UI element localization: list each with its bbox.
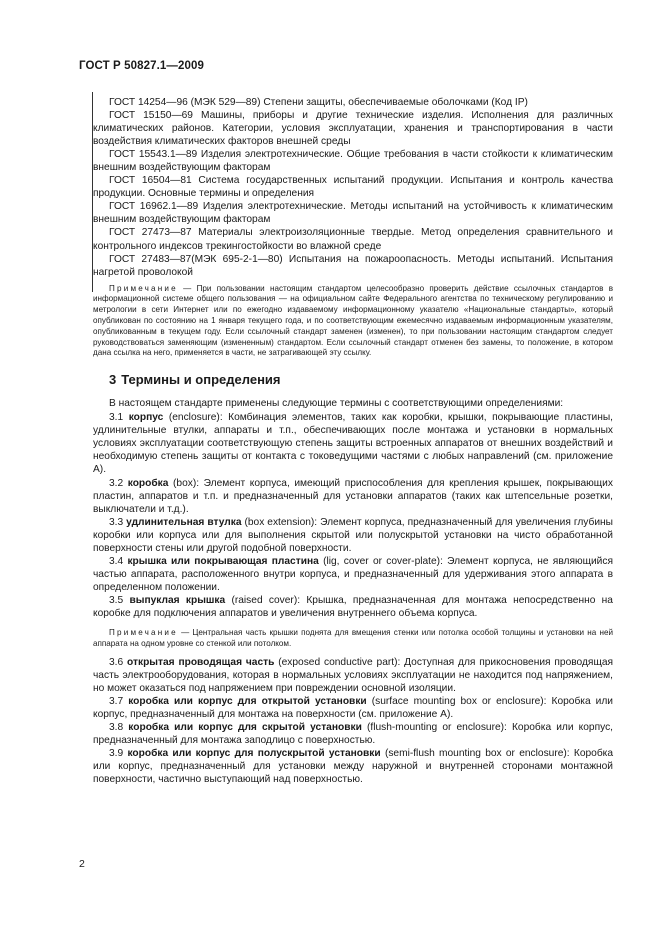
term-text: (raised cover): Крышка, предназначенная для монтажа непосредственно на коробке для подключения аппаратов и увеличения внутреннего объема корпуса. <box>93 594 613 619</box>
term-number: 3.2 <box>109 477 124 489</box>
term-text: (lig, cover or cover-plate): Элемент корпуса, не являющийся частью аппарата, расположенного внутри корпуса, и предназначенный для удерживания этого аппарата в определенном положении. <box>93 555 613 593</box>
term-number: 3.7 <box>109 695 124 707</box>
term-number: 3.1 <box>109 412 124 424</box>
term-number: 3.4 <box>109 555 124 567</box>
term-name: коробка или корпус для скрытой установки <box>128 721 362 733</box>
term-definition <box>93 656 613 695</box>
term-text: (exposed conductive part): Доступная для прикосновения проводящая часть электрооборудования, которая в нормальных условиях эксплуатации не находится под напряжением, но может оказаться под напряжением при повреждении основной изоляции. <box>93 656 614 694</box>
note-references <box>93 284 613 360</box>
section-intro: В настоящем стандарте применены следующие термины с соответствующими определениями: <box>109 398 564 410</box>
term-name: коробка или корпус для полускрытой установки <box>127 747 381 759</box>
term-number: 3.9 <box>109 747 124 759</box>
term-number: 3.3 <box>109 516 124 528</box>
term-text: (box): Элемент корпуса, имеющий приспособления для крепления крышек, покрывающих пластин, аппаратов и т.п. и предназначенный для установки аппаратов (таких как штепсельные розетки, выключатели и т.д.). <box>93 477 613 515</box>
page-number: 2 <box>79 858 85 870</box>
term-text: (flush-mounting or enclosure): Коробка или корпус, предназначенный для монтажа заподлицо с поверхностью. <box>93 721 613 746</box>
term-definition <box>93 555 613 594</box>
term-definition <box>93 411 613 476</box>
reference-item: ГОСТ 16962.1—89 Изделия электротехнические. Методы испытаний на устойчивость к климатическим внешним воздействующим факторам <box>93 201 613 226</box>
term-definition <box>93 477 613 516</box>
term-text: (surface mounting box or enclosure): Коробка или корпус, предназначенный для монтажа на поверхности (см. приложение А). <box>93 695 613 720</box>
term-name: удлинительная втулка <box>126 516 242 528</box>
reference-item: ГОСТ 27473—87 Материалы электроизоляционные твердые. Метод определения сравнительного и контрольного индексов трекингостойкости во влажной среде <box>93 227 613 252</box>
term-name: корпус <box>128 412 164 424</box>
term-name: открытая проводящая часть <box>127 656 275 668</box>
note-text: — При пользовании настоящим стандартом целесообразно проверить действие ссылочных стандартов в информационной системе общего пользования — на официальном сайте Федерального агентства по техническому регулированию и метрологии в сети Интернет или по ежегодно издаваемому информационному указателю «Национальные стандарты», который опубликован по состоянию на 1 января текущего года, и по соответствующим ежемесячно издаваемым информационным указателям, опубликованным в текущем году. Если ссылочный стандарт заменен (изменен), то при пользовании настоящим стандартом следует руководствоваться заменяющим (измененным) стандартом. Если ссылочный стандарт отменен без замены, то положение, в котором дана ссылка на него, применяется в части, не затрагивающей эту ссылку. <box>93 283 613 358</box>
reference-item: ГОСТ 15150—69 Машины, приборы и другие технические изделия. Исполнения для различных климатических районов. Категории, условия эксплуатации, хранения и транспортирования в части воздействия климатических факторов внешней среды <box>93 110 613 148</box>
term-name: крышка или покрывающая пластина <box>127 555 319 567</box>
term-number: 3.8 <box>109 721 124 733</box>
term-text: (box extension): Элемент корпуса, предназначенный для увеличения глубины коробки или корпуса или для выполнения скрытой или полускрытой установки на чисто обработанной поверхности стены или другой подобной поверхности. <box>93 516 613 554</box>
note-raised-cover <box>93 628 613 650</box>
term-definition <box>93 747 613 786</box>
term-definition <box>93 695 613 721</box>
section-heading <box>109 372 613 388</box>
term-number: 3.6 <box>109 656 124 668</box>
note-text: — Центральная часть крышки поднята для вмещения стенки или потолка особой толщины и установки на ней аппарата на одном уровне со стенкой или потолком. <box>93 628 613 648</box>
reference-item: ГОСТ 14254—96 (МЭК 529—89) Степени защиты, обеспечиваемые оболочками (Код IP) <box>109 97 528 108</box>
document-body <box>93 96 613 786</box>
term-name: коробка <box>127 477 169 489</box>
note-label: Примечание <box>109 628 178 638</box>
references-list <box>93 96 613 279</box>
term-definition <box>93 594 613 620</box>
term-definition <box>93 516 613 555</box>
reference-item: ГОСТ 16504—81 Система государственных испытаний продукции. Испытания и контроль качества продукции. Основные термины и определения <box>93 175 613 200</box>
reference-item: ГОСТ 27483—87(МЭК 695-2-1—80) Испытания на пожароопасность. Методы испытаний. Испытания нагретой проволокой <box>93 253 613 278</box>
term-number: 3.5 <box>109 594 124 606</box>
reference-item: ГОСТ 15543.1—89 Изделия электротехнические. Общие требования в части стойкости к климатическим внешним воздействующим факторам <box>93 149 613 174</box>
section-number: 3 <box>109 372 117 388</box>
term-name: выпуклая крышка <box>129 594 226 606</box>
section-title: Термины и определения <box>121 372 281 388</box>
term-text: (enclosure): Комбинация элементов, таких как коробки, крышки, покрывающие пластины, удлинительные втулки, аппараты и т.п., обеспечивающих после монтажа и установки в нормальных условиях эксплуатации соответствующую степень защиты встроенных аппаратов от внешних воздействий и необходимую степень защиты от контакта с токоведущими частями с любых направлений (см. приложение А). <box>93 412 613 476</box>
note-label: Примечание <box>109 283 178 293</box>
term-definition <box>93 721 613 747</box>
page-header-title: ГОСТ Р 50827.1—2009 <box>79 60 204 72</box>
term-name: коробка или корпус для открытой установки <box>128 695 367 707</box>
term-text: (semi-flush mounting box or enclosure): Коробка или корпус, предназначенный для установки между наружной и внутренней сторонами монтажной поверхности, частично выступающий над поверхностью. <box>93 747 613 786</box>
